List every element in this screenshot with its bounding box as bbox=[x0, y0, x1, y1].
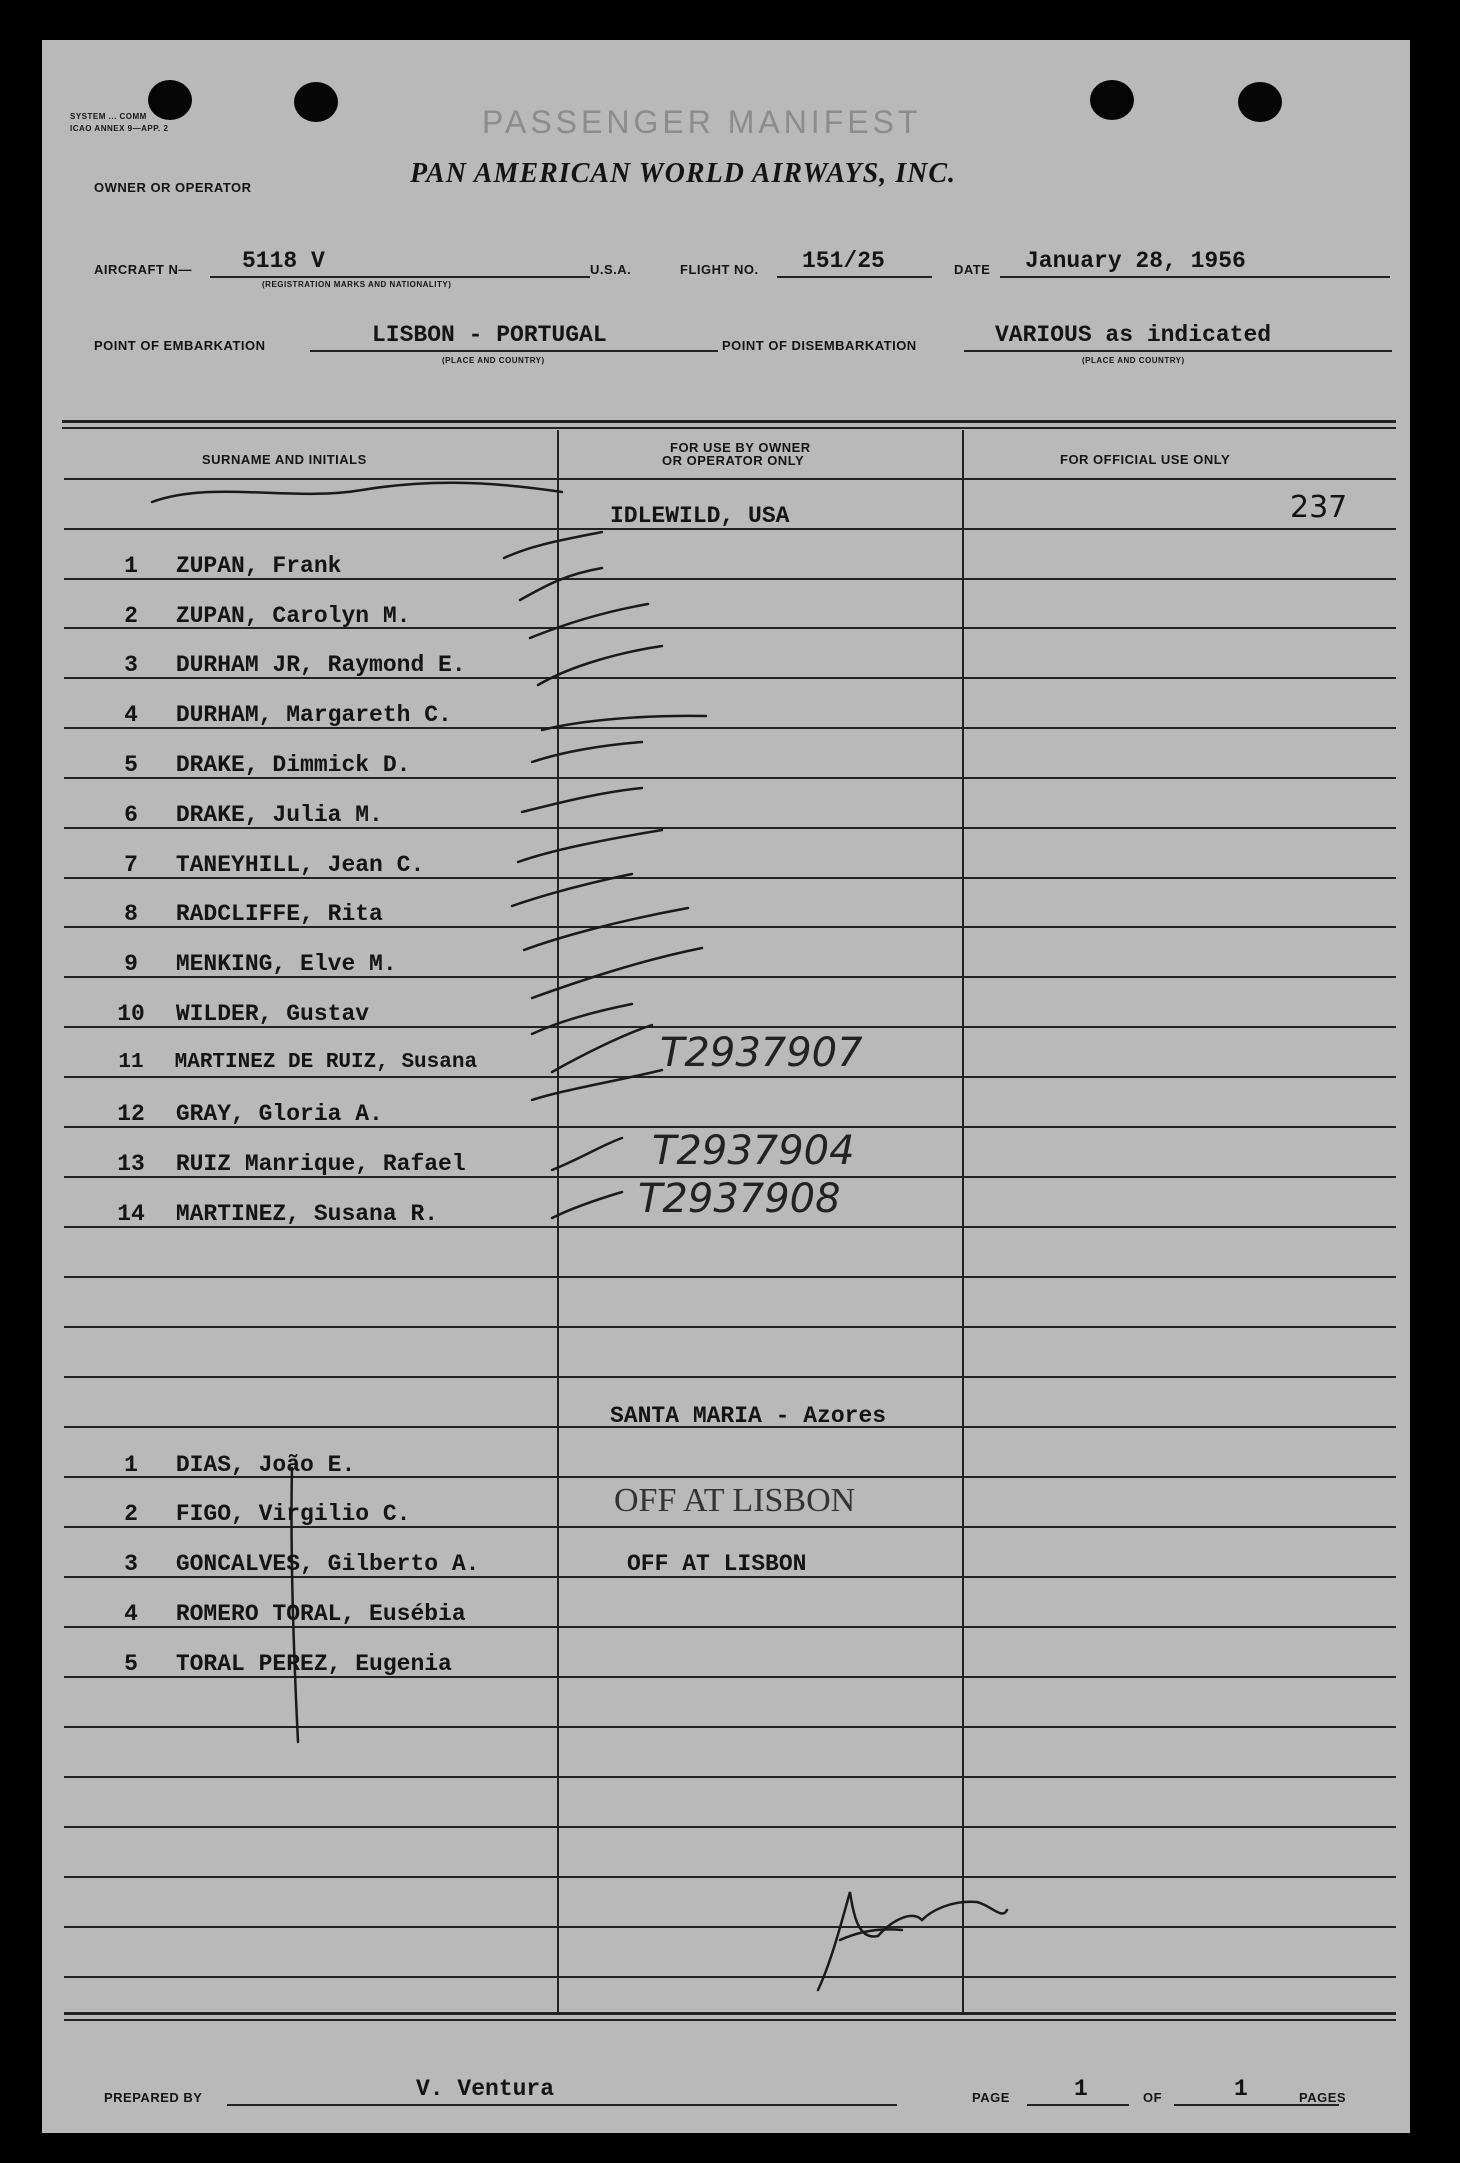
owner-label: OWNER OR OPERATOR bbox=[94, 180, 252, 195]
passenger-row: 12 GRAY, Gloria A. bbox=[117, 1101, 383, 1127]
date-label: DATE bbox=[954, 262, 991, 277]
page-value: 1 bbox=[1074, 2076, 1088, 2102]
embark-value: LISBON - PORTUGAL bbox=[372, 322, 607, 348]
passenger-row: 14 MARTINEZ, Susana R. bbox=[117, 1201, 439, 1227]
aircraft-label: AIRCRAFT N— bbox=[94, 262, 192, 277]
date-value: January 28, 1956 bbox=[1025, 248, 1246, 274]
pages-label: PAGES bbox=[1299, 2090, 1347, 2105]
ticket-number-handwritten: T2937907 bbox=[660, 1030, 863, 1076]
operator-name: PAN AMERICAN WORLD AIRWAYS, INC. bbox=[410, 158, 957, 189]
destination-santa-maria: SANTA MARIA - Azores bbox=[610, 1403, 887, 1429]
passenger-row: 3 GONCALVES, Gilberto A. bbox=[124, 1551, 480, 1577]
col-owner-header-line1: FOR USE BY OWNER bbox=[670, 440, 811, 455]
passenger-row: 3 DURHAM JR, Raymond E. bbox=[124, 652, 466, 678]
page-label: PAGE bbox=[972, 2090, 1010, 2105]
passenger-row: 5 DRAKE, Dimmick D. bbox=[124, 752, 411, 778]
ticket-number-handwritten: T2937908 bbox=[638, 1176, 841, 1222]
passenger-row: 4 ROMERO TORAL, Eusébia bbox=[124, 1601, 466, 1627]
passenger-row: 7 TANEYHILL, Jean C. bbox=[124, 852, 425, 878]
of-value: 1 bbox=[1234, 2076, 1248, 2102]
disembark-label: POINT OF DISEMBARKATION bbox=[722, 338, 917, 353]
form-title: PASSENGER MANIFEST bbox=[482, 104, 922, 140]
passenger-row: 9 MENKING, Elve M. bbox=[124, 951, 397, 977]
passenger-row: 5 TORAL PEREZ, Eugenia bbox=[124, 1651, 452, 1677]
passenger-row: 10 WILDER, Gustav bbox=[117, 1001, 370, 1027]
aircraft-value: 5118 V bbox=[242, 248, 325, 274]
passenger-row: 2 FIGO, Virgilio C. bbox=[124, 1501, 411, 1527]
handwritten-check-marks bbox=[42, 40, 1410, 2133]
passenger-row: 6 DRAKE, Julia M. bbox=[124, 802, 383, 828]
disembark-caption: (PLACE AND COUNTRY) bbox=[1082, 356, 1185, 365]
passenger-row: 4 DURHAM, Margareth C. bbox=[124, 702, 452, 728]
disembark-value: VARIOUS as indicated bbox=[995, 322, 1272, 348]
off-at-lisbon-stamp: OFF AT LISBON bbox=[614, 1482, 856, 1519]
embark-caption: (PLACE AND COUNTRY) bbox=[442, 356, 545, 365]
registration-caption: (REGISTRATION MARKS AND NATIONALITY) bbox=[262, 280, 452, 289]
flight-label: FLIGHT NO. bbox=[680, 262, 759, 277]
usa-label: U.S.A. bbox=[590, 262, 632, 277]
of-label: OF bbox=[1143, 2090, 1163, 2105]
prepared-by-value: V. Ventura bbox=[416, 2076, 555, 2102]
passenger-row: 8 RADCLIFFE, Rita bbox=[124, 901, 383, 927]
official-number: 237 bbox=[1290, 490, 1348, 525]
flight-value: 151/25 bbox=[802, 248, 885, 274]
passenger-row: 1 ZUPAN, Frank bbox=[124, 553, 342, 579]
col-owner-header-line2: OR OPERATOR ONLY bbox=[662, 453, 805, 468]
manifest-page bbox=[42, 40, 1410, 2133]
col-official-header: FOR OFFICIAL USE ONLY bbox=[1060, 452, 1231, 467]
passenger-row: 1 DIAS, João E. bbox=[124, 1452, 356, 1478]
embark-label: POINT OF EMBARKATION bbox=[94, 338, 266, 353]
passenger-row: 13 RUIZ Manrique, Rafael bbox=[117, 1151, 466, 1177]
passenger-row: 2 ZUPAN, Carolyn M. bbox=[124, 603, 411, 629]
off-at-lisbon-typed: OFF AT LISBON bbox=[627, 1551, 807, 1577]
prepared-by-label: PREPARED BY bbox=[104, 2090, 203, 2105]
corner-code-line1: SYSTEM ... COMM bbox=[70, 112, 147, 121]
col-surname-header: SURNAME AND INITIALS bbox=[202, 452, 367, 467]
corner-code-line2: ICAO ANNEX 9—APP. 2 bbox=[70, 124, 169, 133]
ticket-number-handwritten: T2937904 bbox=[652, 1128, 855, 1174]
destination-idlewild: IDLEWILD, USA bbox=[610, 503, 790, 529]
passenger-row: 11 MARTINEZ DE RUIZ, Susana bbox=[118, 1051, 478, 1074]
